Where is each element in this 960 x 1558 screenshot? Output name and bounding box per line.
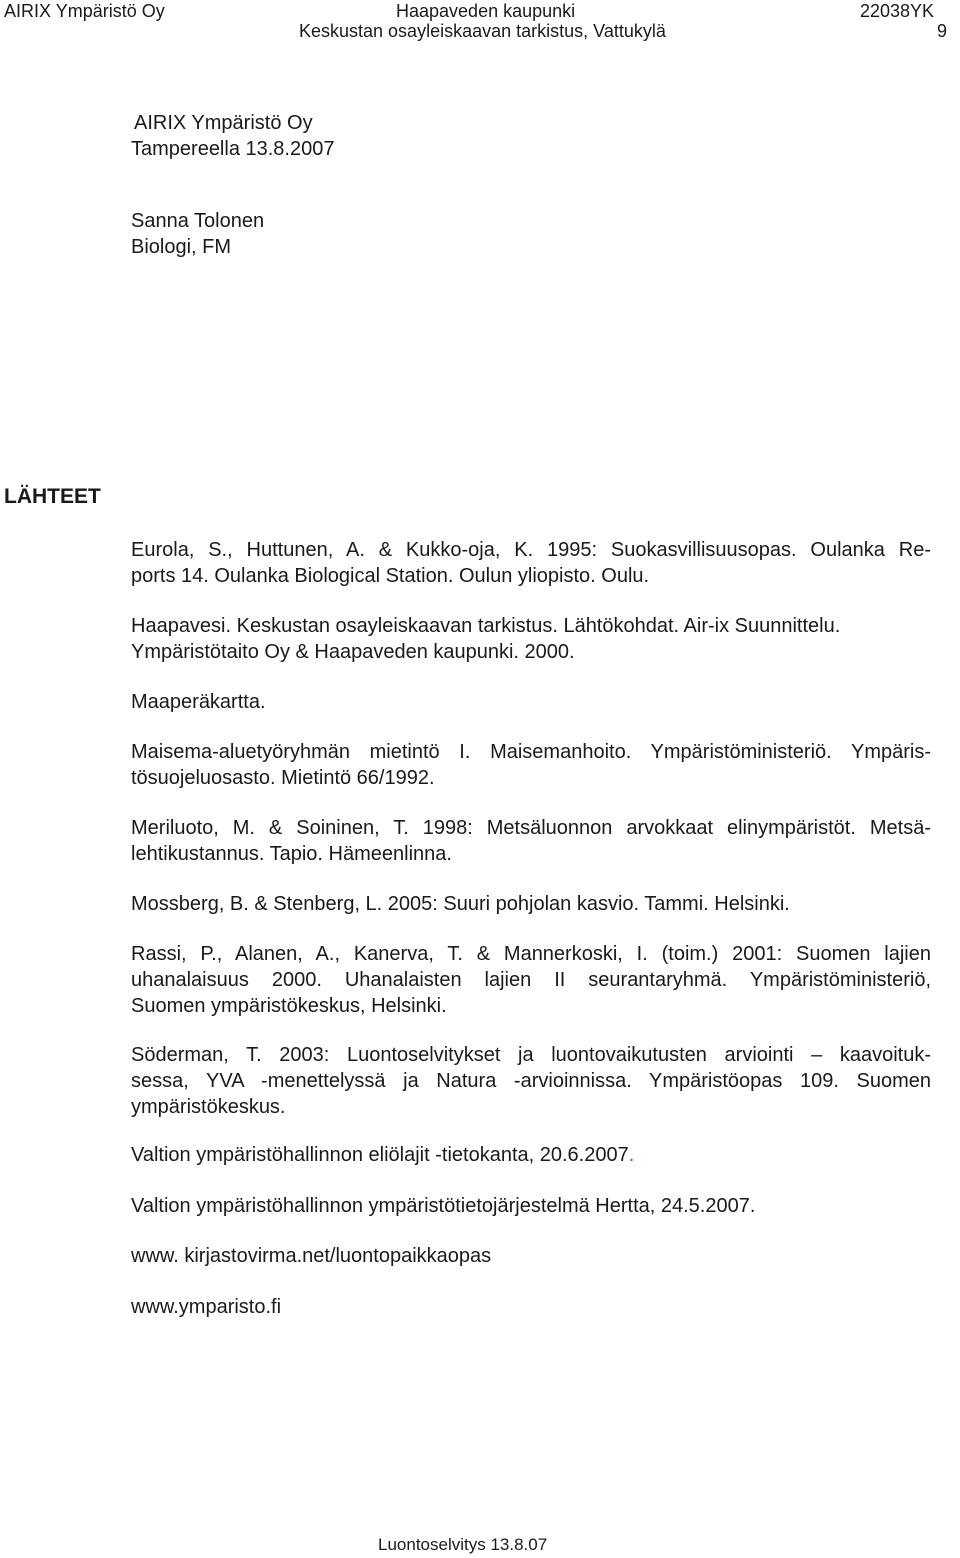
reference-line: sessa, YVA -menettelyssä ja Natura -arvioinnissa. Ympäristöopas 109. Suomen bbox=[131, 1070, 931, 1092]
header-client: Haapaveden kaupunki bbox=[396, 1, 576, 21]
reference-line: www. kirjastovirma.net/luontopaikkaopas bbox=[131, 1245, 492, 1267]
reference-line: ports 14. Oulanka Biological Station. Oulun yliopisto. Oulu. bbox=[131, 565, 650, 587]
reference-trailing-dot: . bbox=[628, 1144, 635, 1166]
reference-line: Ympäristötaito Oy & Haapaveden kaupunki. 2000. bbox=[131, 641, 575, 663]
reference-haapavesi bbox=[131, 613, 931, 665]
signature-name: Sanna Tolonen bbox=[131, 210, 265, 232]
reference-line: tösuojeluosasto. Mietintö 66/1992. bbox=[131, 767, 435, 789]
reference-line: Haapavesi. Keskustan osayleiskaavan tarkistus. Lähtökohdat. Air-ix Suunnittelu. bbox=[131, 615, 841, 637]
reference-line: Maisema-aluetyöryhmän mietintö I. Maisemanhoito. Ympäristöministeriö. Ympäris- bbox=[131, 741, 931, 763]
reference-line: Maaperäkartta. bbox=[131, 691, 266, 713]
reference-soderman bbox=[131, 1042, 931, 1120]
reference-eliolajit bbox=[131, 1142, 931, 1168]
signature-title: Biologi, FM bbox=[131, 236, 232, 258]
header-code: 22038YK bbox=[860, 1, 935, 21]
reference-line: Suomen ympäristökeskus, Helsinki. bbox=[131, 995, 447, 1017]
reference-hertta bbox=[131, 1193, 931, 1219]
reference-rassi bbox=[131, 941, 931, 1019]
reference-line: lehtikustannus. Tapio. Hämeenlinna. bbox=[131, 843, 452, 865]
reference-line: Mossberg, B. & Stenberg, L. 2005: Suuri pohjolan kasvio. Tammi. Helsinki. bbox=[131, 893, 790, 915]
page-footer: Luontoselvitys 13.8.07 bbox=[378, 1535, 548, 1554]
header-company: AIRIX Ympäristö Oy bbox=[4, 1, 165, 21]
reference-line: Rassi, P., Alanen, A., Kanerva, T. & Mannerkoski, I. (toim.) 2001: Suomen lajien bbox=[131, 943, 931, 965]
signature-company: AIRIX Ympäristö Oy bbox=[134, 112, 313, 134]
reference-ymparisto bbox=[131, 1294, 931, 1320]
reference-line bbox=[131, 1142, 931, 1168]
reference-meriluoto bbox=[131, 815, 931, 867]
reference-maisema bbox=[131, 739, 931, 791]
header-page-number: 9 bbox=[937, 21, 948, 41]
reference-line: Meriluoto, M. & Soininen, T. 1998: Metsäluonnon arvokkaat elinympäristöt. Metsä- bbox=[131, 817, 931, 839]
reference-mossberg bbox=[131, 891, 931, 917]
reference-line: Eurola, S., Huttunen, A. & Kukko-oja, K. 1995: Suokasvillisuusopas. Oulanka Re- bbox=[131, 539, 931, 561]
sources-heading: LÄHTEET bbox=[4, 485, 101, 508]
reference-line: Söderman, T. 2003: Luontoselvitykset ja luontovaikutusten arviointi – kaavoituk- bbox=[131, 1044, 931, 1066]
header-project: Keskustan osayleiskaavan tarkistus, Vattukylä bbox=[299, 21, 666, 41]
reference-text: Valtion ympäristöhallinnon eliölajit -tietokanta, 20.6.2007 bbox=[131, 1144, 629, 1166]
reference-line: Valtion ympäristöhallinnon ympäristötietojärjestelmä Hertta, 24.5.2007. bbox=[131, 1195, 756, 1217]
reference-eurola bbox=[131, 537, 931, 589]
reference-line: uhanalaisuus 2000. Uhanalaisten lajien II seurantaryhmä. Ympäristöministeriö, bbox=[131, 969, 931, 991]
reference-line: www.ymparisto.fi bbox=[131, 1296, 282, 1318]
reference-line: ympäristökeskus. bbox=[131, 1096, 286, 1118]
reference-kirjastovirma bbox=[131, 1243, 931, 1269]
reference-maaperakartta bbox=[131, 689, 931, 715]
signature-place-date: Tampereella 13.8.2007 bbox=[131, 138, 335, 160]
